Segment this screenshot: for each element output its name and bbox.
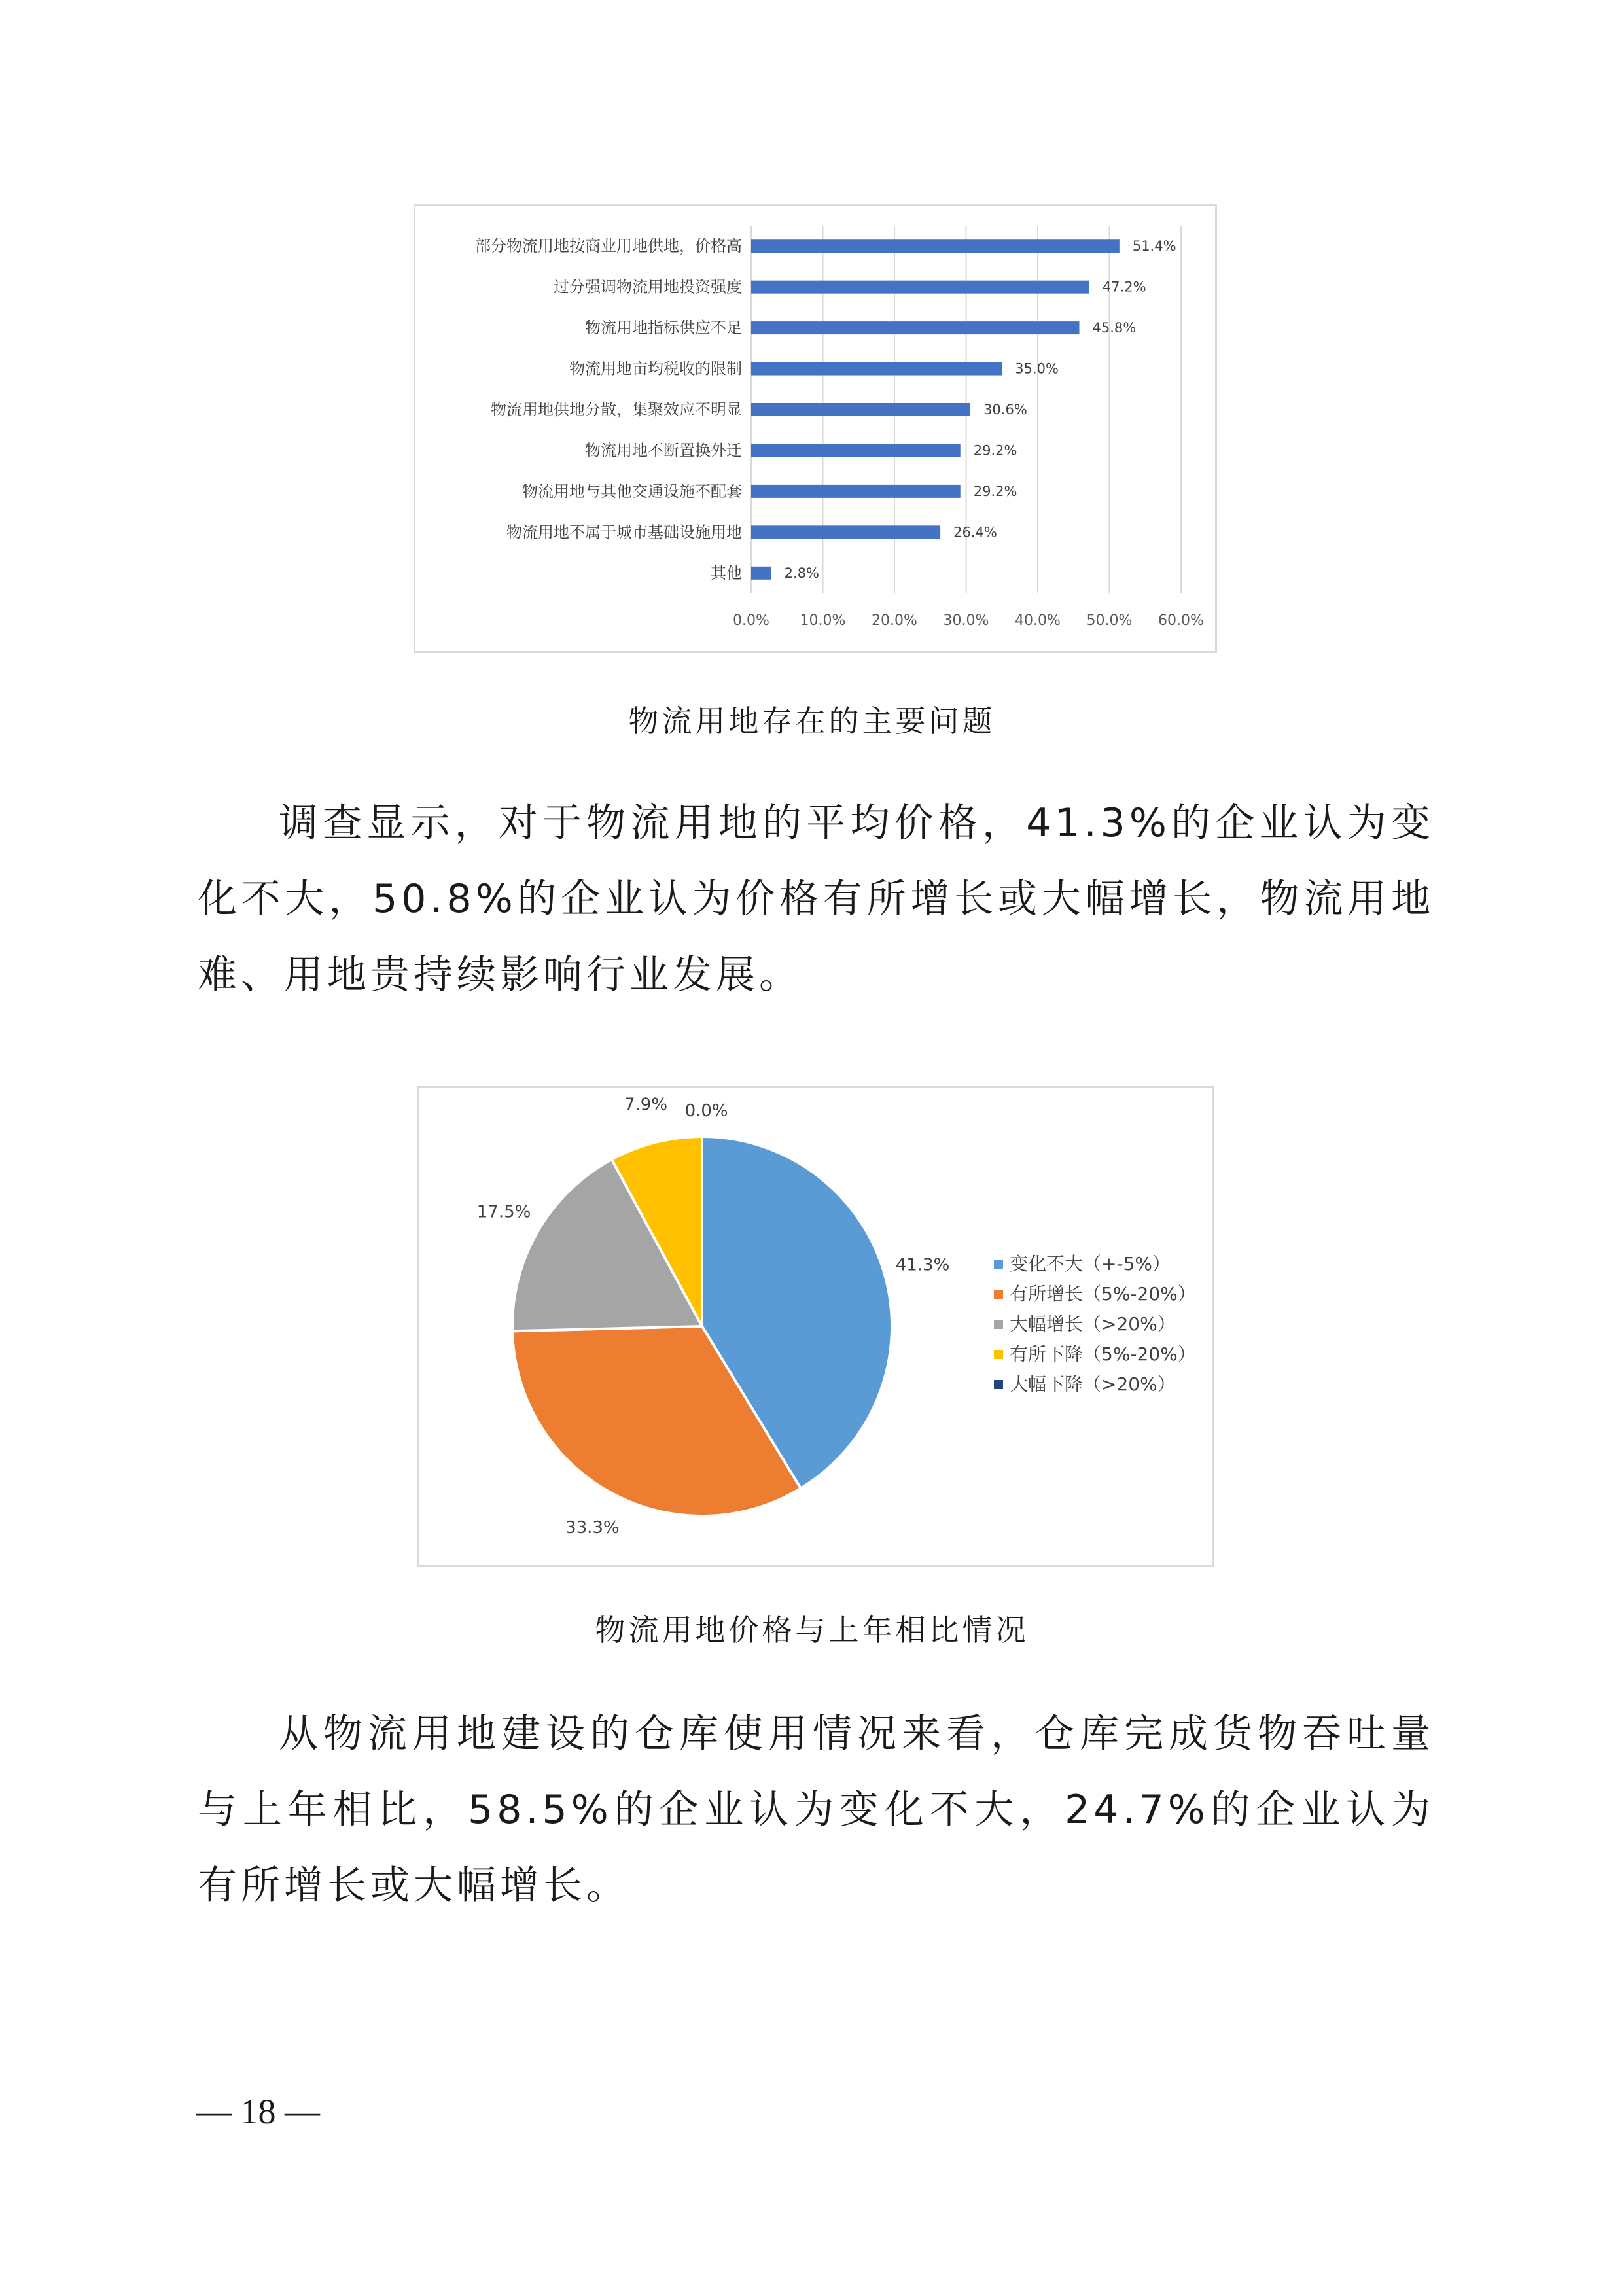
x-tick-label: 50.0% <box>1086 612 1133 629</box>
bar-value-label: 30.6% <box>983 402 1027 417</box>
category-label: 其他 <box>711 563 742 582</box>
paragraph-land-price: 调查显示，对于物流用地的平均价格，41.3%的企业认为变化不大，50.8%的企业认为价格有所增长或大幅增长，物流用地难、用地贵持续影响行业发展。 <box>198 800 1434 998</box>
legend-label: 大幅下降（>20%） <box>1010 1373 1176 1395</box>
slice-value-label: 17.5% <box>476 1202 531 1222</box>
bar-value-label: 51.4% <box>1132 238 1176 255</box>
slice-value-label: 0.0% <box>684 1101 728 1122</box>
legend-label: 变化不大（+-5%） <box>1010 1253 1171 1275</box>
legend-label: 有所下降（5%-20%） <box>1010 1343 1196 1365</box>
category-label: 物流用地与其他交通设施不配套 <box>522 482 742 501</box>
bar-chart-caption: 物流用地存在的主要问题 <box>628 703 996 739</box>
bar-value-label: 29.2% <box>973 442 1017 459</box>
category-label: 物流用地不属于城市基础设施用地 <box>506 523 742 542</box>
x-tick-label: 20.0% <box>872 612 917 629</box>
paragraph-warehouse-throughput: 从物流用地建设的仓库使用情况来看，仓库完成货物吞吐量与上年相比，58.5%的企业认为变化不大，24.7%的企业认为有所增长或大幅增长。 <box>198 1711 1434 1909</box>
pie-chart-caption: 物流用地价格与上年相比情况 <box>595 1612 1029 1648</box>
category-label: 部分物流用地按商业用地供地，价格高 <box>475 237 742 256</box>
category-label: 物流用地不断置换外迁 <box>585 441 742 460</box>
bar <box>751 281 1089 294</box>
bar-value-label: 26.4% <box>953 524 997 540</box>
bar <box>751 239 1120 253</box>
bar <box>751 321 1080 334</box>
page-number: — 18 — <box>196 2092 320 2131</box>
legend-swatch <box>994 1260 1003 1269</box>
bar-value-label: 29.2% <box>973 483 1017 499</box>
category-label: 物流用地亩均税收的限制 <box>569 359 742 378</box>
legend-label: 大幅增长（>20%） <box>1010 1313 1176 1335</box>
bar-chart <box>415 206 1215 651</box>
bar-value-label: 45.8% <box>1092 320 1137 336</box>
category-label: 物流用地供地分散，集聚效应不明显 <box>491 400 742 419</box>
bar-value-label: 35.0% <box>1015 361 1059 377</box>
pie-chart-figure <box>417 1086 1214 1567</box>
legend-label: 有所增长（5%-20%） <box>1010 1283 1196 1305</box>
bar-value-label: 2.8% <box>784 565 820 581</box>
x-tick-label: 40.0% <box>1015 612 1061 629</box>
bar <box>751 444 961 457</box>
slice-value-label: 41.3% <box>895 1255 950 1275</box>
x-tick-label: 0.0% <box>733 612 769 629</box>
bar <box>751 485 961 498</box>
bar <box>751 362 1002 376</box>
bar-chart-figure <box>414 204 1217 653</box>
bar-value-label: 47.2% <box>1102 279 1146 295</box>
x-tick-label: 10.0% <box>800 612 846 629</box>
x-tick-label: 30.0% <box>943 612 989 629</box>
legend-swatch <box>994 1350 1003 1359</box>
slice-value-label: 33.3% <box>565 1518 620 1538</box>
pie-chart <box>419 1088 1212 1565</box>
slice-value-label: 7.9% <box>624 1095 668 1115</box>
category-label: 过分强调物流用地投资强度 <box>554 277 742 296</box>
legend-swatch <box>994 1380 1003 1389</box>
legend-swatch <box>994 1320 1003 1329</box>
category-label: 物流用地指标供应不足 <box>585 319 742 338</box>
legend-swatch <box>994 1290 1003 1299</box>
bar <box>751 403 970 416</box>
bar <box>751 567 771 580</box>
x-tick-label: 60.0% <box>1158 612 1204 629</box>
bar <box>751 525 940 539</box>
